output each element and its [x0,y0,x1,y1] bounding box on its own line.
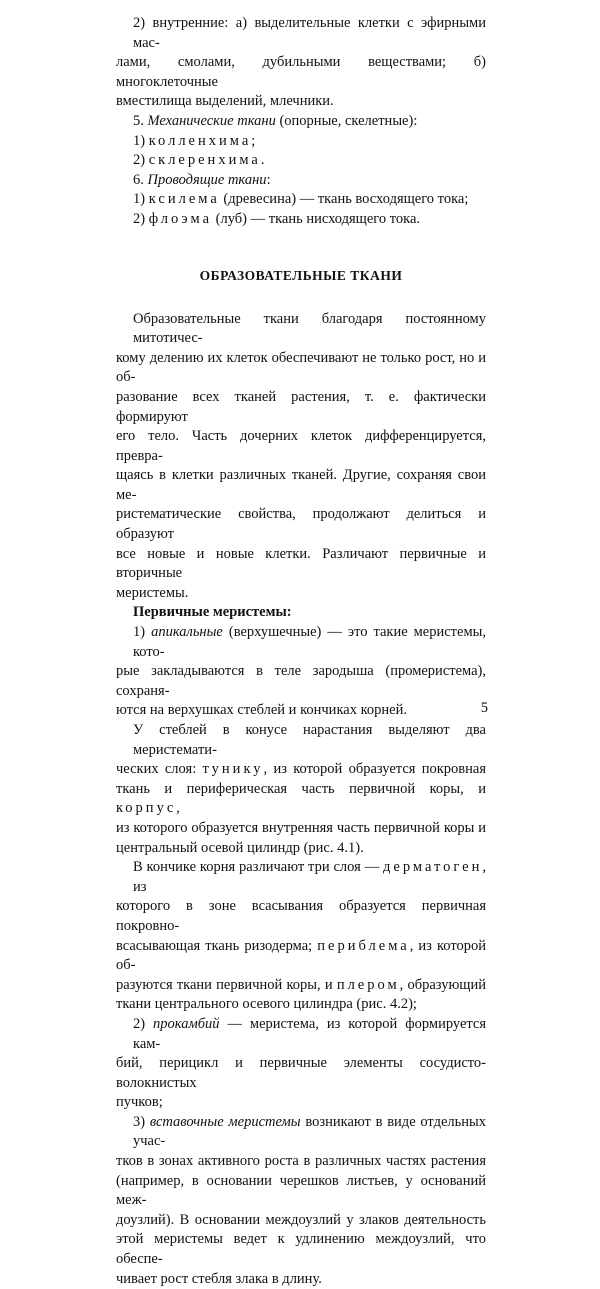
text-line: бий, перицикл и первичные элементы сосудисто-волокнистых [116,1055,486,1091]
text-line: щаясь в клетки различных тканей. Другие, сохраняя свои ме- [116,467,486,503]
text-line: лами, смолами, дубильными веществами; б) многоклеточные [116,54,486,90]
text-line: разуются ткани первичной коры, и плером, образующий [116,976,486,993]
text-line: Образовательные ткани благодаря постоянному митотичес- [133,310,486,347]
text-line: 2) прокамбий — меристема, из которой формируется кам- [133,1015,487,1052]
text-line: ткань и периферическая часть первичной коры, и корпус, [116,780,486,817]
text-line: 1) апикальные (верхушечные) — это такие меристемы, кото- [133,624,486,660]
subheading: Первичные меристемы: [133,604,292,621]
text-line: чивает рост стебля злака в длину. [116,1270,322,1287]
text-line: вместилища выделений, млечники. [116,93,334,110]
emphasis: Проводящие ткани [147,171,267,188]
text-line: тков в зонах активного роста в различных частях растения [116,1153,486,1170]
text-line: из которого образуется внутренняя часть первичной коры и [116,819,486,836]
text-line: этой меристемы ведет к удлинению междоузлий, что обеспе- [116,1231,486,1268]
text-line: доузлий). В основании междоузлий у злаков деятельность [116,1211,486,1228]
spaced-term: корпус [116,800,177,817]
text-line: все новые и новые клетки. Различают первичные и вторичные [116,545,486,582]
text-line: центральный осевой цилиндр (рис. 4.1). [116,839,364,856]
section-heading: ОБРАЗОВАТЕЛЬНЫЕ ТКАНИ [199,267,403,283]
spaced-term: плером [336,976,400,993]
text-line: кому делению их клеток обеспечивают не только рост, но и об- [116,349,486,386]
text-line: меристемы. [116,584,189,601]
emphasis: прокамбий [153,1015,220,1032]
text-line: ткани центрального осевого цилиндра (рис. 4.2); [116,996,417,1013]
text-line: У стеблей в конусе нарастания выделяют два меристемати- [133,722,486,758]
text-line: его тело. Часть дочерних клеток дифференцируется, превра- [116,428,486,464]
emphasis: Механические ткани [147,112,276,129]
spaced-term: колленхима [148,132,252,149]
page-number: 5 [480,700,488,716]
text-line: рые закладываются в теле зародыша (промеристема), сохраня- [116,663,486,699]
spaced-term: периблема [317,937,410,954]
spaced-term: флоэма [148,210,213,227]
text-line: ческих слоя: тунику, из которой образуется покровная [116,761,486,778]
emphasis: апикальные [151,624,223,641]
text-line: 1) колленхима; [133,132,256,149]
text-line: 2) внутренние: а) выделительные клетки с эфирными мас- [133,15,486,51]
spaced-term: дерматоген [383,859,483,876]
page-content [116,14,486,1289]
spaced-term: тунику [202,761,264,778]
text-line: ются на верхушках стеблей и кончиках корней. [116,702,407,719]
text-line: (например, в основании черешков листьев, у оснований меж- [116,1172,486,1209]
spaced-term: склеренхима [148,152,261,169]
text-line: 1) ксилема (древесина) — ткань восходящего тока; [133,191,469,208]
text-line: пучков; [116,1094,163,1111]
text-line: которого в зоне всасывания образуется первичная покровно- [116,898,486,934]
emphasis: вставочные меристемы [149,1113,301,1130]
spaced-term: ксилема [148,191,220,208]
text-line: 2) флоэма (луб) — ткань нисходящего тока. [133,210,421,227]
text-line: 5. Механические ткани (опорные, скелетные): [133,112,418,129]
text-line: ристематические свойства, продолжают делиться и образуют [116,506,486,543]
text-line: всасывающая ткань ризодерма; периблема, из которой об- [116,937,487,974]
text-line: В кончике корня различают три слоя — дерматоген, из [133,859,486,895]
text-line: 6. Проводящие ткани: [133,171,271,188]
text-line: 2) склеренхима. [133,152,265,169]
text-line: 3) вставочные меристемы возникают в виде отдельных учас- [133,1113,486,1150]
text-line: разование всех тканей растения, т. е. фактически формируют [116,388,486,425]
